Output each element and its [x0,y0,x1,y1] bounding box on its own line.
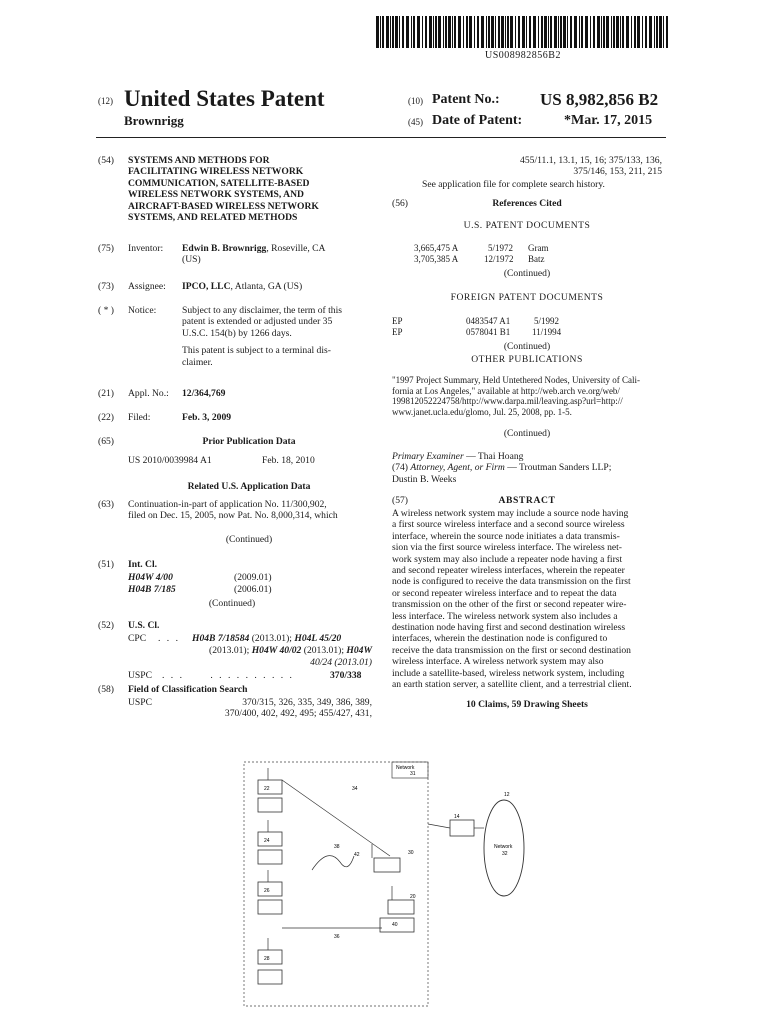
barcode-bar [411,16,412,48]
date-code: (45) [408,117,423,127]
notice-code: ( * ) [98,305,114,316]
related-heading: Related U.S. Application Data [187,481,311,492]
continuation-line: Continuation-in-part of application No. 11/300,902, [128,499,327,510]
abstract-line: interfaces, wherein the destination node is configured to [392,633,608,645]
see-application: See application file for complete search history. [422,179,605,190]
barcode-bar [417,16,420,48]
gateway-box [450,820,474,836]
cpc-classes-2 [178,645,372,656]
abstract-line: and second repeater wireless interfaces, wherein the repeater [392,565,625,577]
barcode-bar [390,16,391,48]
date-label: Date of Patent: [432,113,523,128]
abstract-line: sion via the first source wireless interface. The wireless net- [392,542,622,554]
barcode-bar [570,16,572,48]
barcode-bar [443,16,444,48]
cpc-class: H04L 45/20 [294,633,342,644]
abstract-line: A wireless network system may include a source node having [392,508,629,519]
barcode-bar [567,16,568,48]
abstract-line: an earth station server, a satellite client, and a terrestrial client. [392,679,632,691]
foreign-docs-continued: (Continued) [503,341,551,352]
node-stack-3 [258,870,282,914]
uspc-value: 370/338 [330,670,362,681]
barcode-bar [458,16,461,48]
barcode-bar [590,16,591,48]
node-stack-1 [258,768,282,812]
filed-code: (22) [98,412,114,423]
barcode-bar [606,16,609,48]
intcl-version: (2006.01) [234,584,272,595]
node-label-7: 30 [408,850,414,856]
title-line: FACILITATING WIRELESS NETWORK [128,166,304,178]
network-box-number: 31 [410,771,416,777]
filed-date: Feb. 3, 2009 [182,412,232,423]
abstract-line: work system may also include a repeater node having a first [392,553,623,565]
cpc-class: H04B 7/18584 [192,633,250,644]
barcode-bar [376,16,379,48]
barcode-bar [406,16,409,48]
barcode-bar [380,16,381,48]
inventor-country: (US) [182,254,201,266]
barcode-bar [505,16,506,48]
abstract-line: interface, wherein the source node initiates a data transmis- [392,530,620,542]
network-cloud-number: 32 [502,851,508,857]
barcode-bar [448,16,451,48]
abstract-line: wireless interface. A wireless network system may also [392,656,604,668]
attorney-label: Attorney, Agent, or Firm [410,462,505,474]
barcode-bar [558,16,559,48]
us-doc-name: Batz [528,254,545,264]
barcode-bar [541,16,543,48]
header-rule [96,137,666,138]
appl-code: (21) [98,388,114,399]
barcode-bar [656,16,658,48]
foreign-doc-number: 0578041 B1 [466,327,511,337]
attorney-code: (74) [392,462,408,474]
barcode-bar [518,16,520,48]
intcl-class: H04B 7/185 [128,584,176,595]
barcode-bar [649,16,652,48]
barcode-bar [601,16,602,48]
barcode-bar [620,16,621,48]
continued-note: (Continued) [225,534,273,545]
cpc-label: CPC [128,633,147,644]
title-line: WIRELESS NETWORK SYSTEMS, AND [128,189,304,201]
barcode-bar [413,16,415,48]
invention-title [128,155,358,223]
barcode-bar [616,16,619,48]
continuation-line: filed on Dec. 15, 2005, now Pat. No. 8,000,314, which [128,510,338,522]
barcode-bar [486,16,487,48]
repeater-node [372,844,400,872]
abstract-line: less interface. The wireless network system also includes a [392,610,618,622]
barcode-bar [529,16,531,48]
title-line: SYSTEMS AND METHODS FOR [128,155,270,166]
field-uspc-values [178,697,372,720]
network-cloud-ref: 12 [504,792,510,798]
field-uspc-label: USPC [128,697,152,708]
other-pub-line: www.janet.ucla.edu/glomo, Jul. 25, 2008, pp. 1-5. [392,406,572,417]
prior-publication: US 2010/0039984 A1 [128,455,212,466]
prior-code: (65) [98,436,114,447]
barcode-bar [538,16,539,48]
assignee-label: Assignee: [128,281,166,292]
barcode-bar [495,16,496,48]
barcode-bar [526,16,527,48]
node-stack-2 [258,820,282,864]
continuation-text [128,499,372,522]
foreign-doc-date: 11/1994 [532,327,562,337]
link-label-b: 36 [334,934,340,940]
barcode-bar [463,16,464,48]
barcode-bar [642,16,643,48]
barcode-bar [510,16,513,48]
field-line: 455/11.1, 13.1, 15, 16; 375/133, 136, [520,155,662,166]
barcode-bar [438,16,441,48]
barcode-bar [585,16,588,48]
abstract-line: destination node having first and second destination wireless [392,622,626,634]
network-cloud-label: Network [494,844,513,850]
inventor-field [182,243,372,266]
publication-number: US008982856B2 [485,50,561,61]
other-pub-line: 199812052224758/http://www.darpa.mil/leaving.asp?url=http:// [392,396,623,407]
inventor-short: Brownrigg [124,113,184,128]
cpc-version: (2013.01); [301,645,347,656]
cpc-dots: . . . [158,633,180,644]
barcode-bar [488,16,490,48]
barcode-bar [392,16,394,48]
appl-label: Appl. No.: [128,388,169,399]
barcode-bar [501,16,504,48]
barcode-bar [452,16,453,48]
uscl-code: (52) [98,620,114,631]
notice-line: This patent is subject to a terminal dis- [182,345,331,357]
link-label-c: 38 [334,844,340,850]
field-line: 370/315, 326, 335, 349, 386, 389, [242,697,372,708]
us-doc-name: Gram [528,243,549,253]
kind-code: (12) [98,96,113,106]
patent-no-code: (10) [408,96,423,106]
node-label-2: 24 [264,838,270,844]
node-label-1: 22 [264,786,270,792]
abstract-line: a first source wireless interface and a second source wireless [392,519,625,531]
cont-code: (63) [98,499,114,510]
notice-line: claimer. [182,356,213,368]
abstract-line: receive the data transmission on the first or second destination [392,644,631,656]
assignee-name: IPCO, LLC [182,281,231,292]
barcode-bar [544,16,547,48]
barcode-bar [645,16,647,48]
title-code: (54) [98,155,114,166]
node-label-6: 42 [354,852,360,858]
us-docs-continued: (Continued) [503,268,551,279]
barcode-bar [659,16,662,48]
node-label-5: 40 [392,922,398,928]
barcode-bar [611,16,612,48]
inventor-code: (75) [98,243,114,254]
barcode-bar [637,16,640,48]
barcode-bar [386,16,389,48]
intcl-continued: (Continued) [208,598,256,609]
barcode-bar [548,16,549,48]
appl-number: 12/364,769 [182,388,226,399]
barcode-bar [481,16,484,48]
barcode-bar [603,16,605,48]
abstract-line: transmission on the other of the first or second repeater wire- [392,599,627,611]
other-pubs-continued: (Continued) [503,428,551,439]
barcode-bar [399,16,400,48]
node-stack-4 [258,938,282,984]
barcode-bar [454,16,456,48]
link-label-a: 34 [352,786,358,792]
barcode-bar [597,16,600,48]
inventor-location: , Roseville, CA [266,243,326,254]
intcl-label: Int. Cl. [128,559,158,570]
foreign-doc-country: EP [392,327,403,337]
claims-count: 10 Claims, 59 Drawing Sheets [466,699,588,710]
barcode-bar [498,16,500,48]
us-doc-number: 3,705,385 A [414,254,459,264]
barcode [376,16,670,48]
barcode-bar [663,16,664,48]
examiner-name: — Thai Hoang [463,451,524,462]
examiner-label: Primary Examiner [392,451,464,462]
field-line: 370/400, 402, 492, 495; 455/427, 431, [224,708,372,720]
cpc-classes [192,633,372,644]
link-38 [312,856,354,870]
barcode-bar [477,16,479,48]
system-boundary [244,762,428,1006]
barcode-bar [515,16,516,48]
title-line: AIRCRAFT-BASED WIRELESS NETWORK [128,200,319,212]
barcode-bar [435,16,437,48]
barcode-bar [466,16,468,48]
barcode-bar [550,16,552,48]
other-pubs-heading: OTHER PUBLICATIONS [471,354,583,365]
foreign-docs-heading: FOREIGN PATENT DOCUMENTS [450,292,604,303]
attorney-name: — Troutman Sanders LLP; [504,462,612,474]
barcode-bar [445,16,447,48]
barcode-bar [622,16,624,48]
inventor-label: Inventor: [128,243,164,254]
us-doc-date: 5/1972 [488,243,514,253]
assignee-field [182,281,302,292]
barcode-bar [626,16,629,48]
field-heading: Field of Classification Search [128,684,248,695]
barcode-bar [402,16,404,48]
intcl-version: (2009.01) [234,572,272,583]
barcode-bar [429,16,432,48]
barcode-bar [631,16,632,48]
representative-drawing [242,758,532,1010]
barcode-bar [533,16,536,48]
us-docs-heading: U.S. PATENT DOCUMENTS [463,220,591,231]
gateway-ref: 14 [454,814,460,820]
assignee-code: (73) [98,281,114,292]
barcode-bar [469,16,472,48]
barcode-bar [560,16,562,48]
title-line: SYSTEMS, AND RELATED METHODS [128,212,298,224]
date-of-patent: *Mar. 17, 2015 [564,113,653,128]
uscl-label: U.S. Cl. [128,620,160,631]
notice-line: U.S.C. 154(b) by 1266 days. [182,327,292,339]
field-code: (58) [98,684,114,695]
barcode-bar [563,16,566,48]
examiner-field [392,451,664,485]
abstract-heading: ABSTRACT [498,495,556,506]
notice-line: Subject to any disclaimer, the term of this [182,305,343,316]
barcode-bar [666,16,668,48]
references-heading: References Cited [492,198,562,209]
abstract-code: (57) [392,495,408,506]
us-doc-date: 12/1972 [484,254,514,264]
references-code: (56) [392,198,408,209]
abstract-text [392,508,664,691]
document-title: United States Patent [124,86,325,111]
barcode-bar [522,16,525,48]
notice-line: patent is extended or adjusted under 35 [182,316,333,328]
other-pub-line: "1997 Project Summary, Held Untethered Nodes, University of Cali- [392,375,641,385]
inventor-name: Edwin B. Brownrigg [182,243,267,254]
node-label-3: 26 [264,888,270,894]
other-pubs-text [392,375,664,417]
barcode-bar [433,16,434,48]
us-doc-number: 3,665,475 A [414,243,459,253]
node-label-8: 20 [410,894,416,900]
barcode-bar [382,16,384,48]
foreign-doc-country: EP [392,316,403,326]
barcode-bar [593,16,595,48]
gateway-feed [428,824,450,828]
barcode-bar [654,16,655,48]
barcode-bar [507,16,509,48]
node-label-4: 28 [264,956,270,962]
intcl-class: H04W 4/00 [128,572,173,583]
network-box-label: Network [396,765,415,771]
field-line: 375/146, 153, 211, 215 [573,166,662,178]
barcode-bar [425,16,427,48]
barcode-bar [474,16,475,48]
barcode-bar [554,16,557,48]
cpc-class: H04W 40/02 [251,645,302,656]
assignee-location: , Atlanta, GA (US) [230,281,303,292]
intcl-code: (51) [98,559,114,570]
abstract-line: node is configured to receive the data transmission on the first [392,576,631,588]
abstract-line: or second repeater wireless interface and to repeat the data [392,587,617,599]
notice-label: Notice: [128,305,157,316]
barcode-bar [395,16,398,48]
title-line: COMMUNICATION, SATELLITE-BASED [128,177,310,189]
foreign-doc-date: 5/1992 [534,316,560,326]
prior-heading: Prior Publication Data [202,436,296,447]
barcode-bar [574,16,577,48]
attorney-name: Dustin B. Weeks [392,473,457,485]
barcode-bar [634,16,636,48]
barcode-bar [422,16,423,48]
prior-date: Feb. 18, 2010 [262,455,315,466]
barcode-bar [613,16,615,48]
notice-text [182,305,370,368]
cpc-version: (2013.01); [249,633,295,644]
uspc-label: USPC [128,670,152,681]
cpc-version: (2013.01); [209,645,252,656]
abstract-line: include a satellite-based, wireless network system, including [392,667,625,679]
other-pub-line: fornia at Los Angeles," available at http://web.arch ve.org/web/ [392,385,620,396]
filed-label: Filed: [128,412,151,423]
patent-number: US 8,982,856 B2 [540,90,659,109]
uspc-dots: . . . . . . . . . . . . . [162,670,294,681]
cpc-class: H04W [346,645,372,656]
cpc-classes-3: 40/24 (2013.01) [310,657,372,668]
field-continuation [392,155,662,178]
foreign-doc-number: 0483547 A1 [466,316,511,326]
barcode-bar [581,16,583,48]
barcode-bar [491,16,494,48]
barcode-bar [579,16,580,48]
patent-no-label: Patent No.: [432,92,500,107]
